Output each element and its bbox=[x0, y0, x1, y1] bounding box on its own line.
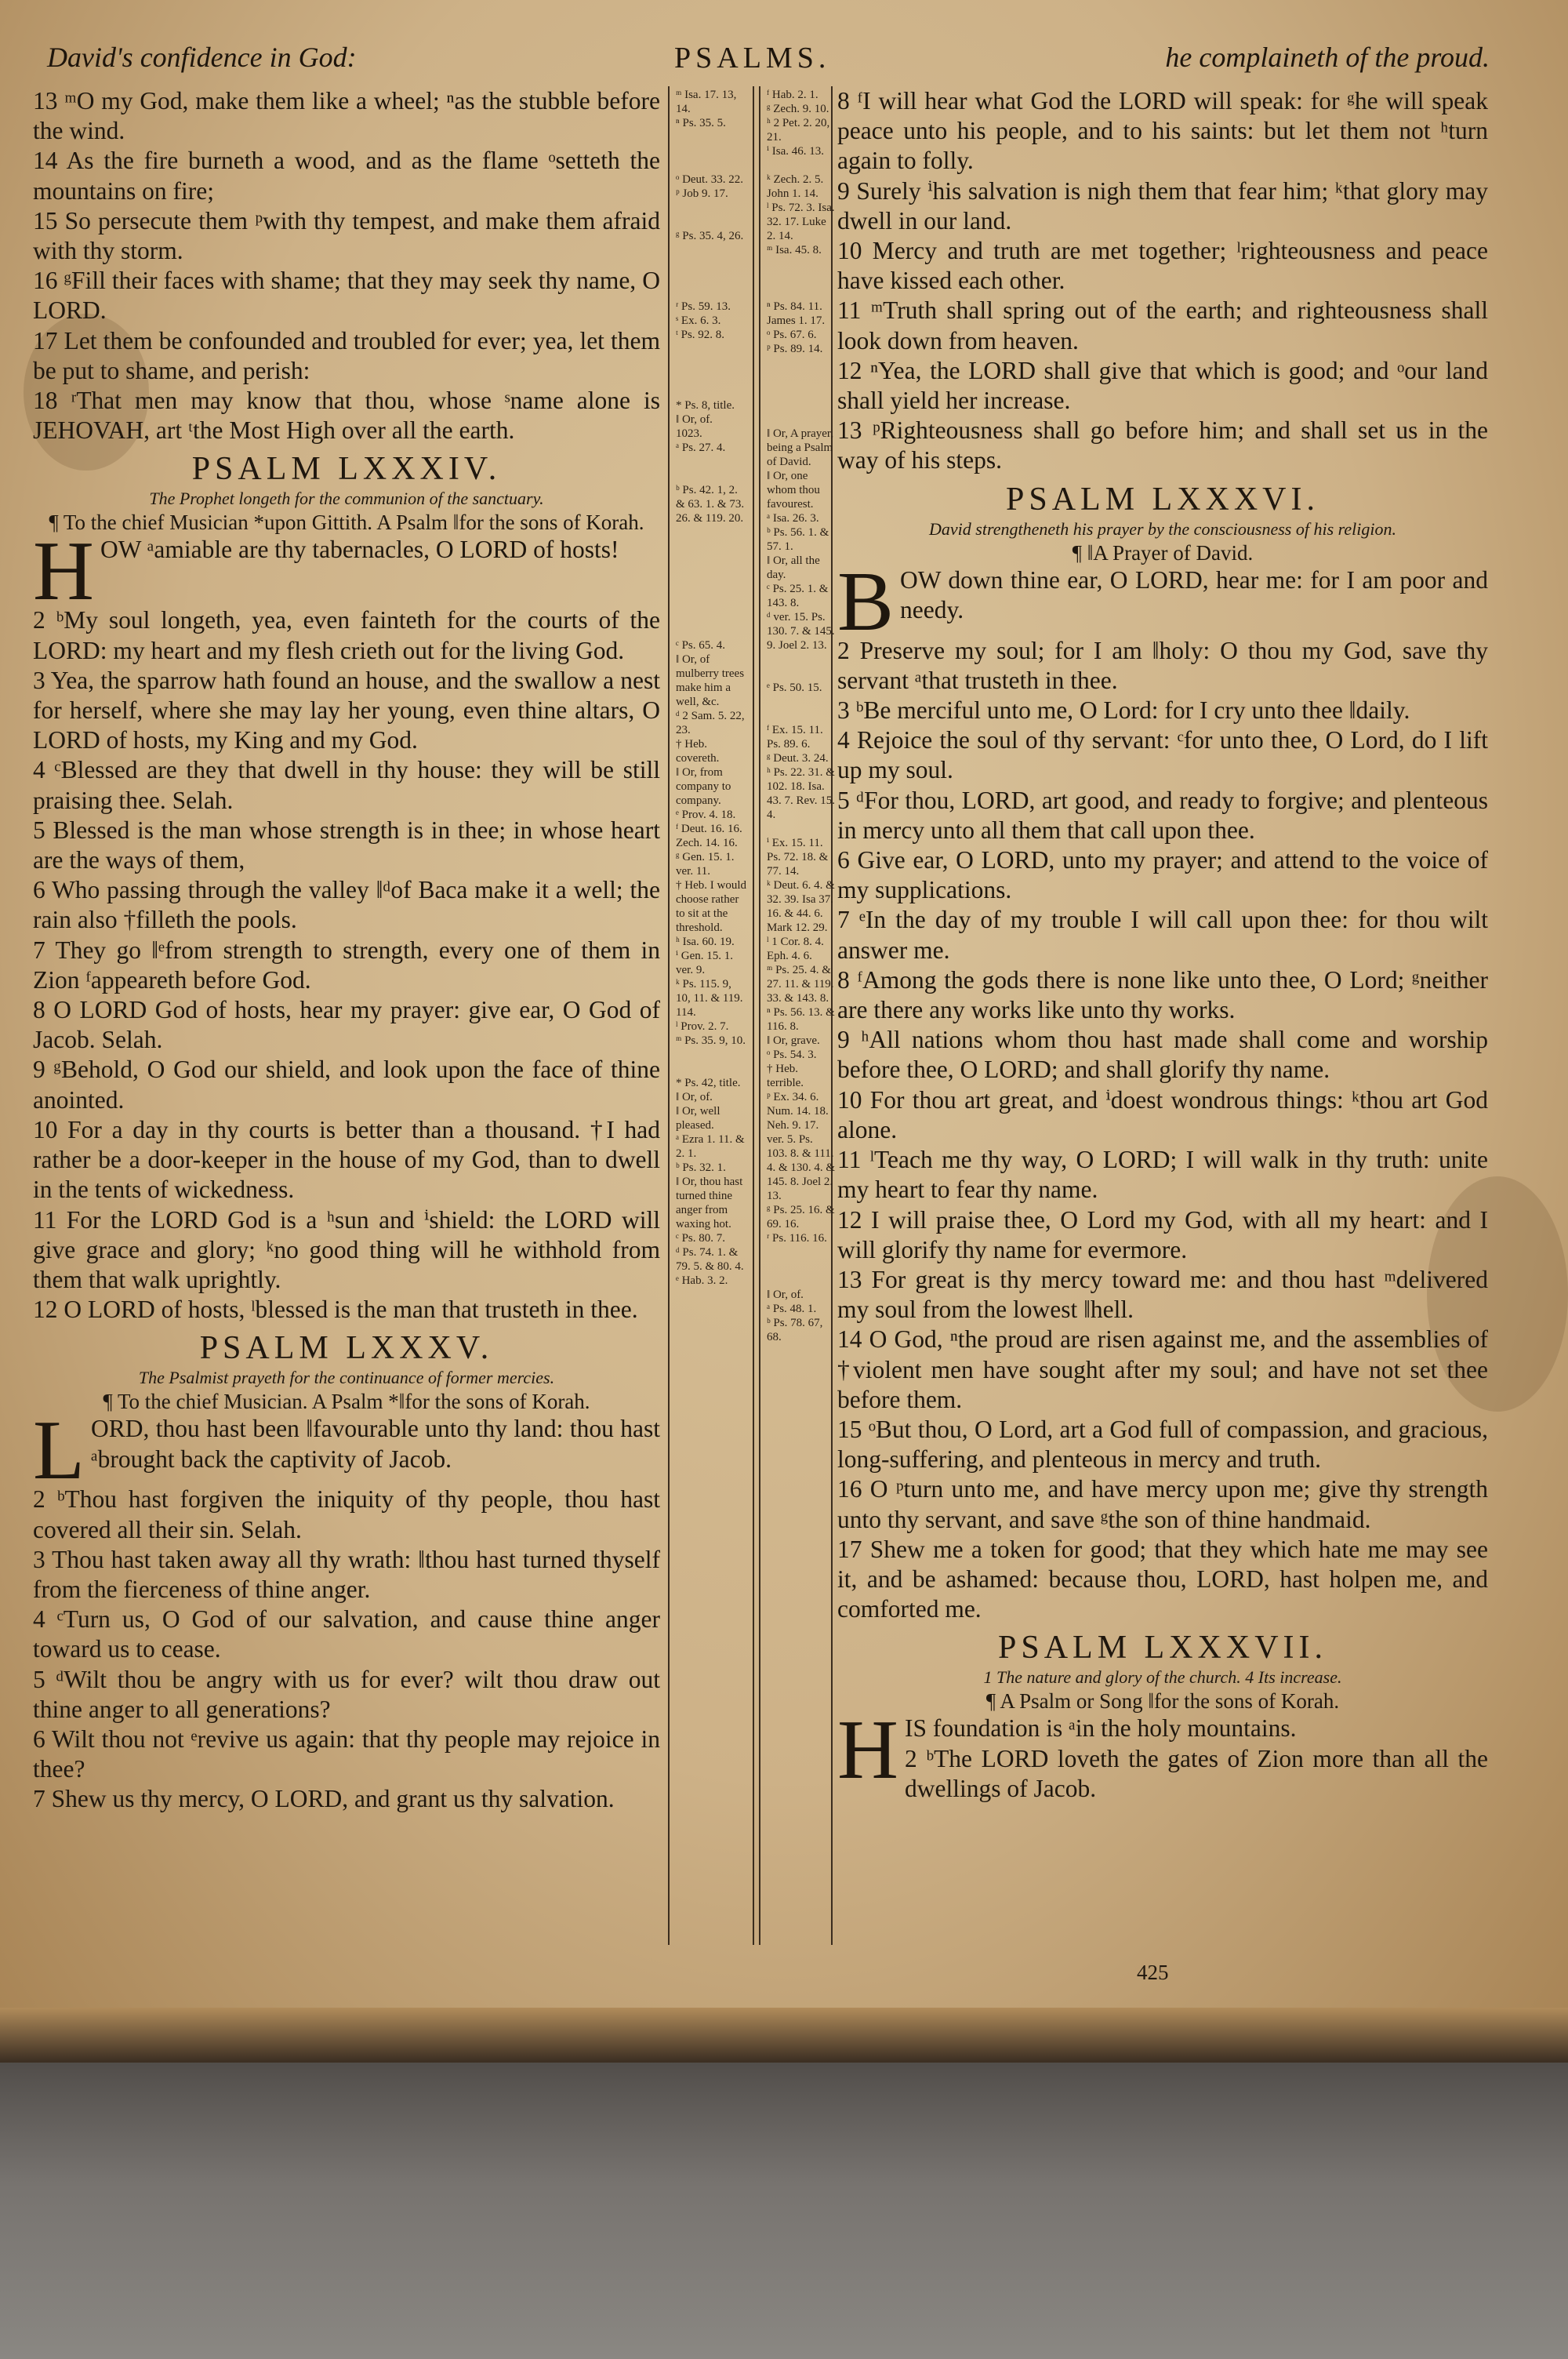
psalm-title: PSALM LXXXV. bbox=[199, 1330, 494, 1367]
verse: 4 ᶜBlessed are they that dwell in thy house: they will be still praising thee. Selah. bbox=[33, 756, 660, 814]
verse: 10 For thou art great, and ⁱdoest wondrous things: ᵏthou art God alone. bbox=[837, 1085, 1488, 1143]
column-rule bbox=[759, 86, 760, 1945]
verse: 15 So persecute them ᵖwith thy tempest, and make them afraid with thy storm. bbox=[33, 206, 660, 265]
verse: 6 Wilt thou not ᵉrevive us again: that thy people may rejoice in thee? bbox=[33, 1725, 660, 1783]
verse bbox=[837, 554, 1488, 649]
verse bbox=[33, 525, 660, 619]
psalm-87-verses bbox=[837, 1703, 1488, 1804]
psalm-summary: 1 The nature and glory of the church. 4 Its increase. bbox=[983, 1667, 1342, 1688]
verse: 10 For a day in thy courts is better than a thousand. †I had rather be a door-keeper in the house of my God, than to dwell in the tents of wickedness. bbox=[33, 1115, 660, 1204]
verse: 18 ʳThat men may know that thou, whose ˢname alone is JEHOVAH, art ᵗthe Most High over all the earth. bbox=[33, 387, 660, 445]
running-head-right: he complaineth of the proud. bbox=[1165, 42, 1490, 73]
verse: 14 As the fire burneth a wood, and as the flame ᵒsetteth the mountains on fire; bbox=[33, 147, 660, 205]
verse: 12 I will praise thee, O Lord my God, with all my heart: and I will glorify thy name for evermore. bbox=[837, 1205, 1488, 1263]
verse: 5 Blessed is the man whose strength is in thee; in whose heart are the ways of them, bbox=[33, 816, 660, 874]
psalm-summary: The Prophet longeth for the communion of the sanctuary. bbox=[149, 489, 544, 509]
verse: 4 ᶜTurn us, O God of our salvation, and cause thine anger toward us to cease. bbox=[33, 1605, 660, 1663]
verse: 5 ᵈWilt thou be angry with us for ever? wilt thou draw out thine anger to all generations? bbox=[33, 1665, 660, 1723]
psalm-dedication: ¶ ‖A Prayer of David. bbox=[1072, 540, 1254, 565]
verse: 2 ᵇThe LORD loveth the gates of Zion more than all the dwellings of Jacob. bbox=[905, 1744, 1488, 1802]
verse: 17 Let them be confounded and troubled for ever; yea, let them be put to shame, and perish: bbox=[33, 326, 660, 384]
psalm-dedication: ¶ A Psalm or Song ‖for the sons of Korah. bbox=[985, 1689, 1340, 1714]
psalm-title: PSALM LXXXIV. bbox=[191, 451, 502, 488]
drop-cap: H bbox=[33, 525, 94, 619]
verse-text: OW down thine ear, O LORD, hear me: for I am poor and needy. bbox=[900, 565, 1488, 623]
verse: 3 ᵇBe merciful unto me, O Lord: for I cry unto thee ‖daily. bbox=[837, 696, 1410, 725]
running-head-book: PSALMS. bbox=[674, 42, 831, 75]
verse: 3 Thou hast taken away all thy wrath: ‖thou hast turned thyself from the fierceness of thine anger. bbox=[33, 1545, 660, 1603]
verse: 17 Shew me a token for good; that they which hate me may see it, and be ashamed: because thou, LORD, hast holpen me, and comforted me. bbox=[837, 1535, 1488, 1623]
psalm-summary: David strengtheneth his prayer by the consciousness of his religion. bbox=[929, 518, 1396, 539]
verse: 2 Preserve my soul; for I am ‖holy: O thou my God, save thy servant ᵃthat trusteth in thee. bbox=[837, 636, 1488, 694]
verse: 13 ᵐO my God, make them like a wheel; ⁿas the stubble before the wind. bbox=[33, 87, 660, 145]
verse: 7 They go ‖ᵉfrom strength to strength, every one of them in Zion ᶠappeareth before God. bbox=[33, 936, 660, 994]
verse: 11 ᵐTruth shall spring out of the earth; and righteousness shall look down from heaven. bbox=[837, 296, 1488, 354]
verse: 6 Give ear, O LORD, unto my prayer; and attend to the voice of my supplications. bbox=[837, 846, 1488, 904]
text-column-right bbox=[837, 86, 1488, 1984]
verse: 12 O LORD of hosts, ˡblessed is the man that trusteth in thee. bbox=[33, 1296, 638, 1324]
verse: 9 Surely ⁱhis salvation is nigh them that fear him; ᵏthat glory may dwell in our land. bbox=[837, 176, 1488, 234]
verse: 8 ᶠAmong the gods there is none like unto thee, O Lord; ᵍneither are there any works like unto thy works. bbox=[837, 965, 1488, 1024]
cross-references-right: ᶠ Hab. 2. 1. ᵍ Zech. 9. 10. ʰ 2 Pet. 2. 20, 21. ⁱ Isa. 46. 13. ᵏ Zech. 2. 5. John 1. 14. ˡ Ps. 72. 3. Isa. 32. 17. Luke 2. 14. ᵐ Isa. 45. 8. ⁿ Ps. 84. 11. James 1. 17. ᵒ Ps. 67. 6. ᵖ Ps. 89. 14. ‖ Or, A prayer, being a Psalm of David. ‖ Or, one whom thou favourest. ᵃ Isa. 26. 3. ᵇ Ps. 56. 1. & 57. 1. ‖ Or, all the day. ᶜ Ps. 25. 1. & 143. 8. ᵈ ver. 15. Ps. 130. 7. & 145. 9. Joel 2. 13. ᵉ Ps. 50. 15. ᶠ Ex. 15. 11. Ps. 89. 6. ᵍ Deut. 3. 24. ʰ Ps. 22. 31. & 102. 18. Isa. 43. 7. Rev. 15. 4. ⁱ Ex. 15. 11. Ps. 72. 18. & 77. 14. ᵏ Deut. 6. 4. & 32. 39. Isa 37. 16. & 44. 6. Mark 12. 29. ˡ 1 Cor. 8. 4. Eph. 4. 6. ᵐ Ps. 25. 4. & 27. 11. & 119. 33. & 143. 8. ⁿ Ps. 56. 13. & 116. 8. ‖ Or, grave. ᵒ Ps. 54. 3. † Heb. terrible. ᵖ Ex. 34. 6. Num. 14. 18. Neh. 9. 17. ver. 5. Ps. 103. 8. & 111. 4. & 130. 4. & 145. 8. Joel 2. 13. ᵍ Ps. 25. 16. & 69. 16. ʳ Ps. 116. 16. ‖ Or, of. ᵃ Ps. 48. 1. ᵇ Ps. 78. 67, 68. bbox=[767, 89, 836, 1343]
psalm-dedication: ¶ To the chief Musician *upon Gittith. A Psalm ‖for the sons of Korah. bbox=[49, 511, 644, 535]
psalm-85-verses bbox=[33, 1404, 660, 1814]
psalm-85-verses-cont bbox=[837, 86, 1488, 476]
verse: 7 ᵉIn the day of my trouble I will call upon thee: for thou wilt answer me. bbox=[837, 906, 1488, 964]
verse: 13 For great is thy mercy toward me: and thou hast ᵐdelivered my soul from the lowest ‖hell. bbox=[837, 1265, 1488, 1324]
psalm-dedication: ¶ To the chief Musician. A Psalm *‖for the sons of Korah. bbox=[103, 1390, 590, 1414]
page-number: 425 bbox=[1137, 1961, 1169, 1984]
verse: 5 ᵈFor thou, LORD, art good, and ready to forgive; and plenteous in mercy unto all them that call upon thee. bbox=[837, 786, 1488, 844]
verse: 8 ᶠI will hear what God the LORD will speak: for ᵍhe will speak peace unto his people, and to his saints: but let them not ʰturn again to folly. bbox=[837, 87, 1488, 175]
drop-cap: B bbox=[837, 554, 895, 649]
psalm-title: PSALM LXXXVI. bbox=[1005, 481, 1319, 518]
drop-cap: H bbox=[837, 1703, 898, 1797]
page-bottom-edge bbox=[0, 2008, 1568, 2063]
verse: 4 Rejoice the soul of thy servant: ᶜfor unto thee, O Lord, do I lift up my soul. bbox=[837, 726, 1488, 784]
column-rule bbox=[668, 86, 670, 1945]
verse: 16 O ᵖturn unto me, and have mercy upon me; give thy strength unto thy servant, and save ᵍthe son of thine handmaid. bbox=[837, 1475, 1488, 1533]
cross-references-left: ᵐ Isa. 17. 13, 14. ⁿ Ps. 35. 5. ᵒ Deut. 33. 22. ᵖ Job 9. 17. ᵍ Ps. 35. 4, 26. ʳ Ps. 59. 13. ˢ Ex. 6. 3. ᵗ Ps. 92. 8. * Ps. 8, title. ‖ Or, of. 1023. ᵃ Ps. 27. 4. ᵇ Ps. 42. 1, 2. & 63. 1. & 73. 26. & 119. 20. ᶜ Ps. 65. 4. ‖ Or, of mulberry trees make him a well, &c. ᵈ 2 Sam. 5. 22, 23. † Heb. covereth. ‖ Or, from company to company. ᵉ Prov. 4. 18. ᶠ Deut. 16. 16. Zech. 14. 16. ᵍ Gen. 15. 1. ver. 11. † Heb. I would choose rather to sit at the threshold. ʰ Isa. 60. 19. ⁱ Gen. 15. 1. ver. 9. ᵏ Ps. 115. 9, 10, 11. & 119. 114. ˡ Prov. 2. 7. ᵐ Ps. 35. 9, 10. * Ps. 42, title. ‖ Or, of. ‖ Or, well pleased. ᵃ Ezra 1. 11. & 2. 1. ᵇ Ps. 32. 1. ‖ Or, thou hast turned thine anger from waxing hot. ᶜ Ps. 80. 7. ᵈ Ps. 74. 1. & 79. 5. & 80. 4. ᵉ Hab. 3. 2. bbox=[676, 89, 746, 1287]
verse: 7 Shew us thy mercy, O LORD, and grant us thy salvation. bbox=[33, 1785, 615, 1813]
verse: 9 ᵍBehold, O God our shield, and look upon the face of thine anointed. bbox=[33, 1056, 660, 1114]
verse: 2 ᵇThou hast forgiven the iniquity of thy people, thou hast covered all their sin. Selah. bbox=[33, 1485, 660, 1543]
verse: 2 ᵇMy soul longeth, yea, even fainteth for the courts of the LORD: my heart and my flesh crieth out for the living God. bbox=[33, 606, 660, 664]
verse: 15 ᵒBut thou, O Lord, art a God full of compassion, and gracious, long-suffering, and plenteous in mercy and truth. bbox=[837, 1415, 1488, 1474]
drop-cap: L bbox=[33, 1404, 85, 1498]
verse bbox=[33, 1404, 660, 1498]
verse-text: ORD, thou hast been ‖favourable unto thy land: thou hast ᵃbrought back the captivity of Jacob. bbox=[90, 1415, 660, 1473]
verse: 11 For the LORD God is a ʰsun and ⁱshield: the LORD will give grace and glory; ᵏno good thing will he withhold from them that walk uprightly. bbox=[33, 1205, 660, 1293]
column-rule bbox=[753, 86, 754, 1945]
verse-text: OW ᵃamiable are thy tabernacles, O LORD of hosts! bbox=[100, 536, 619, 564]
verse-text: IS foundation is ᵃin the holy mountains. bbox=[905, 1714, 1297, 1743]
psalm-summary: The Psalmist prayeth for the continuance of former mercies. bbox=[138, 1368, 555, 1388]
psalm-83-verses bbox=[33, 86, 660, 445]
text-column-left bbox=[33, 86, 660, 1953]
running-head-left: David's confidence in God: bbox=[47, 42, 357, 73]
verse: 11 ˡTeach me thy way, O LORD; I will walk in thy truth: unite my heart to fear thy name. bbox=[837, 1146, 1488, 1204]
psalm-86-verses bbox=[837, 554, 1488, 1625]
verse: 8 O LORD God of hosts, hear my prayer: give ear, O God of Jacob. Selah. bbox=[33, 996, 660, 1054]
verse: 13 ᵖRighteousness shall go before him; and shall set us in the way of his steps. bbox=[837, 416, 1488, 474]
table-background bbox=[0, 2039, 1568, 2359]
verse: 16 ᵍFill their faces with shame; that they may seek thy name, O LORD. bbox=[33, 267, 660, 325]
verse: 6 Who passing through the valley ‖ᵈof Baca make it a well; the rain also †filleth the pools. bbox=[33, 876, 660, 934]
verse: 10 Mercy and truth are met together; ˡrighteousness and peace have kissed each other. bbox=[837, 237, 1488, 295]
verse: 12 ⁿYea, the LORD shall give that which is good; and ᵒour land shall yield her increase. bbox=[837, 356, 1488, 415]
verse: 9 ʰAll nations whom thou hast made shall come and worship before thee, O LORD; and shall glorify thy name. bbox=[837, 1026, 1488, 1084]
verse: 14 O God, ⁿthe proud are risen against me, and the assemblies of †violent men have sought after my soul; and have not set thee before them. bbox=[837, 1325, 1488, 1413]
psalm-84-verses bbox=[33, 525, 660, 1325]
verse: 3 Yea, the sparrow hath found an house, and the swallow a nest for herself, where she may lay her young, even thine altars, O LORD of hosts, my King and my God. bbox=[33, 666, 660, 754]
psalm-title: PSALM LXXXVII. bbox=[998, 1630, 1327, 1667]
